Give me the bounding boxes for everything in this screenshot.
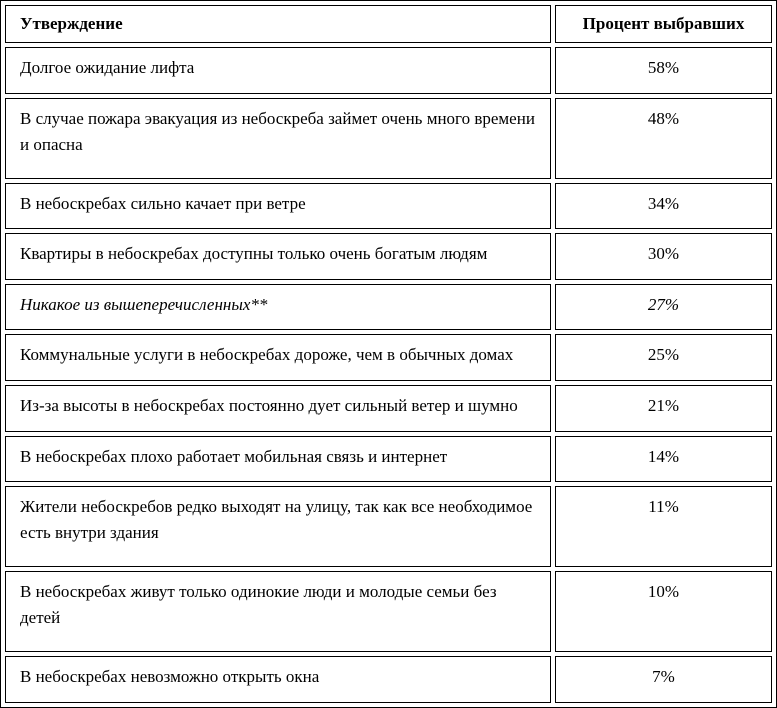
table-row — [5, 385, 772, 432]
table-row — [5, 183, 772, 230]
table-row — [5, 486, 772, 567]
statement-cell: Никакое из вышеперечисленных** — [5, 284, 551, 331]
table-row — [5, 656, 772, 703]
table-header-row — [5, 5, 772, 43]
statement-cell: В небоскребах плохо работает мобильная связь и интернет — [5, 436, 551, 483]
percent-cell: 7% — [555, 656, 772, 703]
percent-cell: 10% — [555, 571, 772, 652]
statement-cell: Коммунальные услуги в небоскребах дороже, чем в обычных домах — [5, 334, 551, 381]
statement-cell: В случае пожара эвакуация из небоскреба займет очень много времени и опасна — [5, 98, 551, 179]
statement-cell: Из-за высоты в небоскребах постоянно дует сильный ветер и шумно — [5, 385, 551, 432]
table-row — [5, 571, 772, 652]
statement-cell: В небоскребах невозможно открыть окна — [5, 656, 551, 703]
percent-cell: 30% — [555, 233, 772, 280]
percent-cell: 21% — [555, 385, 772, 432]
percent-cell: 25% — [555, 334, 772, 381]
percent-cell: 48% — [555, 98, 772, 179]
statement-cell: Долгое ожидание лифта — [5, 47, 551, 94]
table-row — [5, 233, 772, 280]
percent-cell: 27% — [555, 284, 772, 331]
percent-cell: 11% — [555, 486, 772, 567]
header-percent: Процент выбравших — [555, 5, 772, 43]
statement-cell: В небоскребах живут только одинокие люди и молодые семьи без детей — [5, 571, 551, 652]
statement-cell: В небоскребах сильно качает при ветре — [5, 183, 551, 230]
header-statement: Утверждение — [5, 5, 551, 43]
table-row — [5, 98, 772, 179]
table-row — [5, 47, 772, 94]
survey-table — [1, 1, 776, 707]
percent-cell: 14% — [555, 436, 772, 483]
percent-cell: 58% — [555, 47, 772, 94]
table-row — [5, 436, 772, 483]
statement-cell: Жители небоскребов редко выходят на улицу, так как все необходимое есть внутри здания — [5, 486, 551, 567]
table-row — [5, 284, 772, 331]
statement-cell: Квартиры в небоскребах доступны только очень богатым людям — [5, 233, 551, 280]
table-row — [5, 334, 772, 381]
percent-cell: 34% — [555, 183, 772, 230]
